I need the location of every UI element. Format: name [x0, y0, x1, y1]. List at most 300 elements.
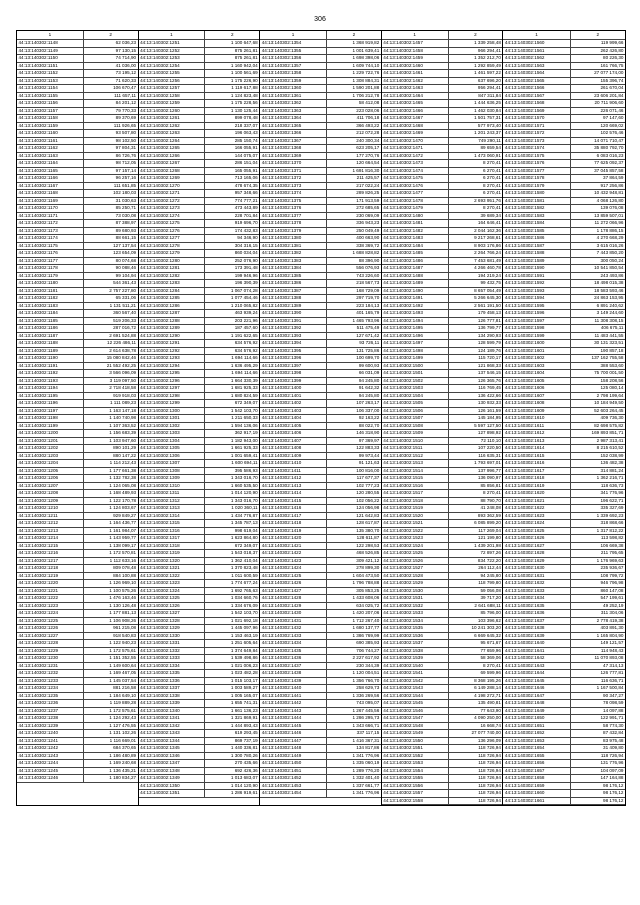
area-value: 8 270,41: [448, 490, 502, 498]
table-row: [260, 520, 381, 528]
table-row: [260, 565, 381, 573]
table-row: [139, 482, 260, 490]
cadastral-number: 44:13:140302:1229: [17, 647, 83, 655]
table-row: [260, 497, 381, 505]
table-row: [503, 107, 625, 115]
cadastral-number: 44:13:140302:1380: [260, 235, 326, 243]
area-value: 577 973,40: [448, 122, 502, 130]
cadastral-number: 44:13:140302:1375: [260, 197, 326, 205]
area-value: 1 178 886,15: [570, 227, 625, 235]
area-value: 1 774 677,24: [205, 580, 259, 588]
cadastral-number: 44:13:140302:1332: [139, 647, 205, 655]
cadastral-number: 44:13:140302:1166: [17, 175, 83, 183]
area-value: 30 131 323,51: [570, 340, 625, 348]
cadastral-number: 44:13:140302:1233: [17, 677, 83, 685]
cadastral-number: 44:13:140302:1186: [17, 325, 83, 333]
table-row: [260, 160, 381, 168]
cadastral-number: 44:13:140302:1330: [139, 632, 205, 640]
area-value: 80 074,68: [83, 257, 137, 265]
area-value: 1 698 398,06: [326, 55, 380, 63]
table-row: [139, 385, 260, 393]
table-row: [139, 145, 260, 153]
table-row: [139, 460, 260, 468]
area-value: 2 264 766,24: [448, 250, 502, 258]
area-value: 118 726,94: [448, 767, 502, 775]
area-value: 336 943,23: [326, 220, 380, 228]
table-row: [139, 55, 260, 63]
cadastral-number: 44:13:140302:1421: [260, 542, 326, 550]
cadastral-number: 44:13:140302:1426: [260, 580, 326, 588]
table-row: [382, 610, 503, 618]
area-value: 1 434 776,87: [205, 512, 259, 520]
area-value: 84 201,12: [83, 100, 137, 108]
area-value: 99 104,94: [83, 272, 137, 280]
area-value: 35 880 792,70: [570, 145, 625, 153]
table-row: [503, 190, 625, 198]
cadastral-number: 44:13:140302:1298: [139, 392, 205, 400]
table-row: [382, 145, 503, 153]
table-row: [503, 145, 625, 153]
table-row: [382, 460, 503, 468]
table-row: [139, 92, 260, 100]
area-value: 100 816,00: [326, 467, 380, 475]
table-row: [382, 535, 503, 543]
cadastral-number: 44:13:140302:1282: [139, 272, 205, 280]
table-row: [382, 580, 503, 588]
table-row: [139, 527, 260, 535]
table-row: [17, 467, 138, 475]
area-value: 1 712 267,40: [326, 617, 380, 625]
table-row: [139, 175, 260, 183]
table-row: [382, 797, 503, 805]
area-value: 1 370 823,48: [205, 565, 259, 573]
cadastral-number: 44:13:140302:1288: [139, 317, 205, 325]
cadastral-number: 44:13:140302:1368: [260, 145, 326, 153]
cadastral-number: 44:13:140302:1471: [382, 145, 448, 153]
table-row: [260, 130, 381, 138]
area-value: 1 332 401,40: [326, 775, 380, 783]
area-value: 692 426,36: [205, 767, 259, 775]
table-row: [17, 392, 138, 400]
cadastral-number: 44:13:140302:1397: [260, 362, 326, 370]
area-value: 1 172 575,61: [83, 647, 137, 655]
table-row: [139, 422, 260, 430]
cadastral-number: 44:13:140302:1347: [139, 760, 205, 768]
table-row: [503, 437, 625, 445]
area-value: 1 308 884,31: [326, 77, 380, 85]
area-value: 1 680 137,77: [326, 625, 380, 633]
area-value: 7 443 850,20: [570, 250, 625, 258]
area-value: 125 080,14: [570, 385, 625, 393]
cadastral-number: 44:13:140302:1470: [382, 137, 448, 145]
cadastral-number: 44:13:140302:1560: [503, 40, 570, 48]
area-value: 1 501 757,31: [448, 115, 502, 123]
area-value: 136 090,97: [448, 475, 502, 483]
table-row: [260, 227, 381, 235]
table-row: [139, 790, 260, 798]
area-value: 41 248,08: [448, 505, 502, 513]
area-value: 49 252,19: [570, 602, 625, 610]
cadastral-number: 44:13:140302:1162: [17, 145, 83, 153]
area-value: 94 245,80: [326, 377, 380, 385]
area-value: 127 898,92: [448, 430, 502, 438]
cadastral-number: 44:13:140302:1517: [382, 490, 448, 498]
area-value: 128 611,87: [326, 535, 380, 543]
table-row: [382, 565, 503, 573]
area-value: 1 604 473,50: [326, 572, 380, 580]
table-row: [17, 535, 138, 543]
table-row: [139, 77, 260, 85]
table-row: [382, 407, 503, 415]
table-row: [139, 745, 260, 753]
area-value: 1 191 622,65: [205, 332, 259, 340]
area-value: 1 461 597,22: [448, 70, 502, 78]
area-value: 90 347,27: [570, 692, 625, 700]
table-row: [17, 152, 138, 160]
cadastral-number: 44:13:140302:1525: [382, 550, 448, 558]
table-row: [503, 505, 625, 513]
table-row: [17, 340, 138, 348]
column-header-number: 1: [139, 31, 205, 40]
cadastral-number: 44:13:140302:1498: [382, 347, 448, 355]
table-row: [382, 527, 503, 535]
table-row: [503, 362, 625, 370]
cadastral-number: 44:13:140302:1157: [17, 107, 83, 115]
cadastral-number: 44:13:140302:1645: [503, 677, 570, 685]
area-value: 1 153 463,19: [205, 632, 259, 640]
table-row: [17, 332, 138, 340]
table-row: [17, 445, 138, 453]
table-row: [503, 655, 625, 663]
table-row: [17, 752, 138, 760]
cadastral-number: 44:13:140302:1660: [503, 790, 570, 798]
table-row: [17, 77, 138, 85]
area-value: 1 694 114,66: [205, 355, 259, 363]
cadastral-number: 44:13:140302:1261: [139, 115, 205, 123]
table-row: [382, 250, 503, 258]
cadastral-number: 44:13:140302:1554: [382, 767, 448, 775]
table-row: [260, 295, 381, 303]
area-value: 120 669,02: [570, 122, 625, 130]
table-row: [260, 655, 381, 663]
cadastral-number: 44:13:140302:1212: [17, 520, 83, 528]
cadastral-number: 44:13:140302:1273: [139, 205, 205, 213]
table-row: [260, 197, 381, 205]
area-value: 966 294,41: [448, 47, 502, 55]
table-row: [382, 700, 503, 708]
area-value: 127 671,42: [326, 332, 380, 340]
cadastral-number: 44:13:140302:1324: [139, 587, 205, 595]
table-row: [17, 460, 138, 468]
area-value: 124 056,98: [326, 505, 380, 513]
cadastral-number: 44:13:140302:1241: [17, 737, 83, 745]
table-row: [139, 760, 260, 768]
table-row: [503, 167, 625, 175]
area-value: 130 932,33: [448, 400, 502, 408]
table-row: [382, 617, 503, 625]
cadastral-number: 44:13:140302:1163: [17, 152, 83, 160]
cadastral-number: 44:13:140302:1502: [382, 377, 448, 385]
area-value: 77 659,96: [448, 647, 502, 655]
cadastral-number: 44:13:140302:1231: [17, 662, 83, 670]
area-value: 1 300 780,26: [205, 752, 259, 760]
cadastral-number: 44:13:140302:1201: [17, 437, 83, 445]
area-value: 131 776,96: [570, 760, 625, 768]
table-row: [260, 272, 381, 280]
cadastral-number: 44:13:140302:1313: [139, 505, 205, 513]
cadastral-number: 44:13:140302:1318: [139, 542, 205, 550]
area-value: 20 711 906,60: [570, 100, 625, 108]
table-block: [503, 31, 625, 805]
cadastral-number: 44:13:140302:1276: [139, 227, 205, 235]
table-row: [260, 677, 381, 685]
table-row: [382, 415, 503, 423]
table-row: [17, 767, 138, 775]
table-row: [17, 175, 138, 183]
area-value: 97 157,14: [83, 167, 137, 175]
area-value: 230 344,39: [326, 662, 380, 670]
cadastral-number: 44:13:140302:1370: [260, 160, 326, 168]
cadastral-number: 44:13:140302:1563: [503, 62, 570, 70]
cadastral-number: 44:13:140302:1508: [382, 422, 448, 430]
area-value: 8 903 176,86: [448, 242, 502, 250]
cadastral-number: 44:13:140302:1340: [139, 707, 205, 715]
cadastral-number: 44:13:140302:1386: [260, 280, 326, 288]
area-value: 1 706 212,78: [326, 92, 380, 100]
cadastral-number: 44:13:140302:1400: [260, 385, 326, 393]
area-value: 134 290,93: [448, 332, 502, 340]
area-value: 77 643,90: [448, 707, 502, 715]
table-row: [382, 280, 503, 288]
table-row: [17, 655, 138, 663]
area-value: 97 804,31: [83, 145, 137, 153]
cadastral-number: 44:13:140302:1161: [17, 137, 83, 145]
area-value: 1 362 216,71: [570, 475, 625, 483]
table-row: [382, 355, 503, 363]
area-value: 85 856,81: [448, 482, 502, 490]
area-value: 103 396,62: [448, 617, 502, 625]
area-value: 152 038,99: [570, 452, 625, 460]
table-row: [503, 670, 625, 678]
table-row: [139, 632, 260, 640]
area-value: 97 147,60: [570, 115, 625, 123]
cadastral-number: 44:13:140302:1255: [139, 70, 205, 78]
cadastral-number: 44:13:140302:1253: [139, 55, 205, 63]
area-value: 468 526,85: [326, 550, 380, 558]
cadastral-number: 44:13:140302:1651: [503, 722, 570, 730]
cadastral-number: 44:13:140302:1270: [139, 182, 205, 190]
area-value: 519 206,33: [83, 317, 137, 325]
cadastral-number: 44:13:140302:1639: [503, 632, 570, 640]
cadastral-number: 44:13:140302:1395: [260, 347, 326, 355]
cadastral-number: 44:13:140302:1571: [503, 122, 570, 130]
table-row: [17, 475, 138, 483]
area-value: 1 145 037,54: [83, 677, 137, 685]
area-value: 3 119 097,50: [83, 377, 137, 385]
table-row: [139, 160, 260, 168]
table-row: [139, 197, 260, 205]
cadastral-number: 44:13:140302:1475: [382, 175, 448, 183]
area-value: 6 085 899,20: [448, 520, 502, 528]
table-row: [260, 610, 381, 618]
table-row: [139, 775, 260, 783]
area-value: 72 897,26: [448, 550, 502, 558]
table-row: [139, 782, 260, 790]
area-value: 118 726,94: [448, 790, 502, 798]
table-row: [382, 167, 503, 175]
cadastral-number: 44:13:140302:1566: [503, 85, 570, 93]
area-value: 218 567,73: [326, 280, 380, 288]
cadastral-number: 44:13:140302:1355: [260, 47, 326, 55]
area-value: 300 050,24: [570, 257, 625, 265]
cadastral-number: 44:13:140302:1373: [260, 182, 326, 190]
area-value: 89 680,93: [83, 227, 137, 235]
area-value: 1 444 636,25: [448, 100, 502, 108]
cadastral-number: 44:13:140302:1624: [503, 520, 570, 528]
table-row: [382, 175, 503, 183]
cadastral-number: 44:13:140302:1528: [382, 572, 448, 580]
cadastral-number: 44:13:140302:1333: [139, 655, 205, 663]
area-value: 5 597 127,50: [448, 422, 502, 430]
table-row: [260, 482, 381, 490]
area-value: 875 261,81: [205, 55, 259, 63]
table-row: [17, 115, 138, 123]
cadastral-number: 44:13:140302:1461: [382, 70, 448, 78]
table-row: [503, 152, 625, 160]
table-row: [139, 152, 260, 160]
table-row: [382, 100, 503, 108]
cadastral-number: 44:13:140302:1465: [382, 100, 448, 108]
cadastral-number: 44:13:140302:1148: [17, 40, 83, 48]
cadastral-number: 44:13:140302:1438: [260, 670, 326, 678]
table-row: [503, 235, 625, 243]
cadastral-number: 44:13:140302:1437: [260, 662, 326, 670]
cadastral-number: 44:13:140302:1608: [503, 400, 570, 408]
table-row: [382, 152, 503, 160]
cadastral-number: 44:13:140302:1205: [17, 467, 83, 475]
cadastral-number: 44:13:140302:1388: [260, 295, 326, 303]
area-value: 75 700 001,50: [570, 370, 625, 378]
cadastral-number: 44:13:140302:1605: [503, 377, 570, 385]
table-row: [260, 407, 381, 415]
table-row: [260, 700, 381, 708]
cadastral-number: 44:13:140302:1383: [260, 257, 326, 265]
area-value: 1 655 741,31: [205, 700, 259, 708]
cadastral-number: 44:13:140302:1381: [260, 242, 326, 250]
table-row: [382, 385, 503, 393]
area-value: 126 161,59: [448, 407, 502, 415]
cadastral-number: 44:13:140302:1260: [139, 107, 205, 115]
area-value: 297 719,70: [326, 295, 380, 303]
table-row: [382, 242, 503, 250]
table-row: [382, 625, 503, 633]
cadastral-number: 44:13:140302:1591: [503, 272, 570, 280]
cadastral-number: 44:13:140302:1174: [17, 235, 83, 243]
cadastral-number: 44:13:140302:1493: [382, 310, 448, 318]
table-row: [17, 100, 138, 108]
cadastral-number: 44:13:140302:1641: [503, 647, 570, 655]
table-row: [503, 542, 625, 550]
area-value: 99 432,75: [448, 280, 502, 288]
area-value: 58 412,08: [326, 100, 380, 108]
area-value: 1 103 947,60: [83, 437, 137, 445]
area-value: 88 661,15: [83, 235, 137, 243]
cadastral-number: 44:13:140302:1152: [17, 70, 83, 78]
cadastral-number: 44:13:140302:1235: [17, 692, 83, 700]
area-value: 1 661 925,33: [205, 445, 259, 453]
area-value: 8 657 054,49: [448, 287, 502, 295]
area-value: 318 868,66: [570, 520, 625, 528]
table-row: [260, 302, 381, 310]
area-value: 929 849,27: [83, 512, 137, 520]
cadastral-number: 44:13:140302:1187: [17, 332, 83, 340]
area-value: 341 776,96: [570, 490, 625, 498]
area-value: 120 664,54: [326, 160, 380, 168]
table-row: [139, 520, 260, 528]
area-value: 918 540,83: [83, 632, 137, 640]
area-value: 401 165,79: [326, 310, 380, 318]
cadastral-number: 44:13:140302:1451: [260, 767, 326, 775]
column-header-area: 2: [205, 31, 259, 40]
cadastral-number: 44:13:140302:1284: [139, 287, 205, 295]
table-row: [17, 55, 138, 63]
area-value: 1 111 089,23: [83, 400, 137, 408]
cadastral-number: 44:13:140302:1283: [139, 280, 205, 288]
area-value: 47 314,13: [570, 662, 625, 670]
table-row: [260, 760, 381, 768]
table-row: [382, 115, 503, 123]
cadastral-number: 44:13:140302:1360: [260, 85, 326, 93]
area-value: 117 677,37: [326, 475, 380, 483]
cadastral-number: 44:13:140302:1434: [260, 640, 326, 648]
table-row: [260, 490, 381, 498]
cadastral-number: 44:13:140302:1644: [503, 670, 570, 678]
table-row: [139, 737, 260, 745]
table-row: [382, 722, 503, 730]
cadastral-number: 44:13:140302:1310: [139, 482, 205, 490]
area-value: 1 020 360,11: [205, 505, 259, 513]
area-value: 118 799,80: [448, 580, 502, 588]
area-value: 1 164 436,77: [83, 520, 137, 528]
table-row: [503, 707, 625, 715]
table-row: [382, 745, 503, 753]
table-row: [503, 460, 625, 468]
area-value: 94 245,80: [448, 572, 502, 580]
table-row: [139, 565, 260, 573]
cadastral-number: 44:13:140302:1496: [382, 332, 448, 340]
cadastral-number: 44:13:140302:1158: [17, 115, 83, 123]
table-row: [382, 595, 503, 603]
table-row: [139, 752, 260, 760]
cadastral-number: 44:13:140302:1622: [503, 505, 570, 513]
area-value: 1 444 893,43: [205, 722, 259, 730]
cadastral-number: 44:13:140302:1446: [260, 730, 326, 738]
area-value: 111 651,85: [83, 182, 137, 190]
area-value: 147 164,88: [570, 775, 625, 783]
table-row: [382, 557, 503, 565]
table-row: [503, 662, 625, 670]
area-value: 264 112,44: [448, 565, 502, 573]
table-row: [382, 520, 503, 528]
area-value: 1 374 649,84: [205, 647, 259, 655]
cadastral-number: 44:13:140302:1444: [260, 715, 326, 723]
area-value: 196 390,39: [205, 280, 259, 288]
area-value: 2 561 191,50: [448, 302, 502, 310]
cadastral-number: 44:13:140302:1223: [17, 602, 83, 610]
area-value: 1 122 170,78: [83, 497, 137, 505]
table-row: [17, 107, 138, 115]
area-value: 98 712,05: [83, 160, 137, 168]
